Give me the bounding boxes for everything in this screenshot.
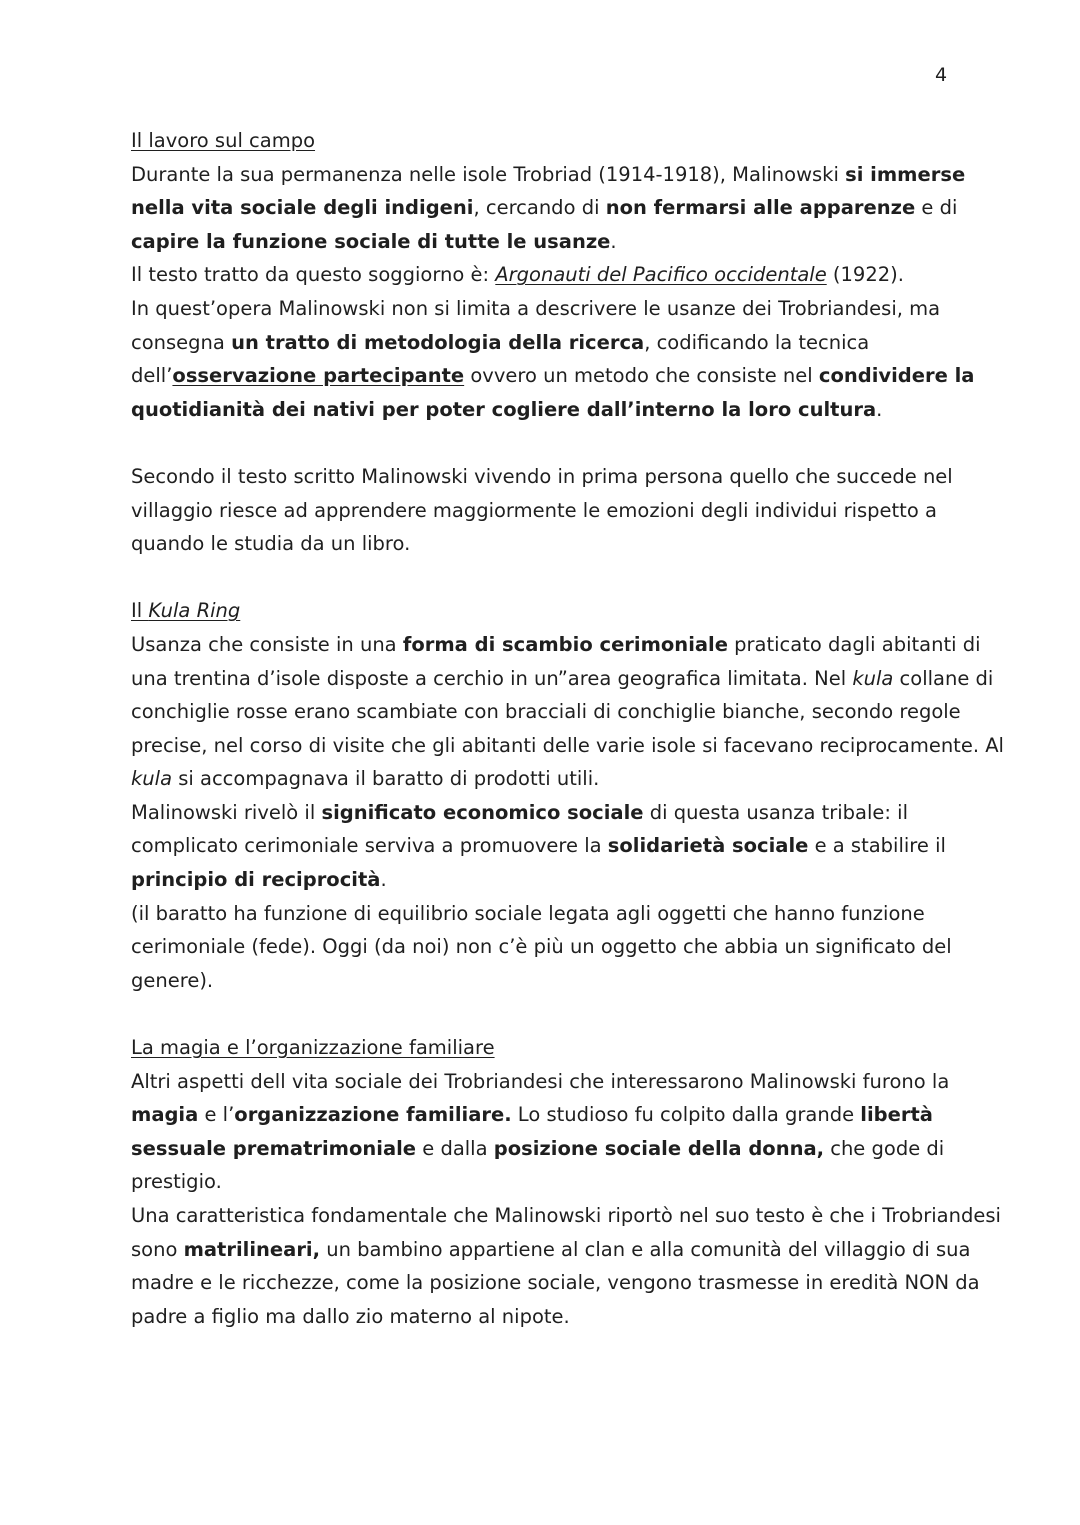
page-number: 4 [935,64,948,86]
paragraph-gap [131,997,1011,1031]
book-title: Argonauti del Pacifico occidentale [495,263,827,287]
section-heading-magic-family: La magia e l’organizzazione familiare [131,1036,495,1060]
paragraph: Una caratteristica fondamentale che Malinowski riportò nel suo testo è che i Trobriandesi sono matrilineari, un bambino appartiene al clan e alla comunità del villaggio di sua madre e le ricchezze, come la posizione sociale, vengono trasmesse in eredità NON da padre a figlio ma dallo zio materno al nipote. [131,1204,1001,1328]
paragraph-gap [131,426,1011,460]
paragraph: Altri aspetti dell vita sociale dei Trobriandesi che interessarono Malinowski furono la magia e l’organizzazione familiare. Lo studioso fu colpito dalla grande libertà sessuale prematrimoniale e dalla posizione sociale della donna, che gode di prestigio. [131,1069,950,1194]
paragraph: Durante la sua permanenza nelle isole Trobriad (1914-1918), Malinowski si immerse nella vita sociale degli indigeni, cercando di non fermarsi alle apparenze e di capire la funzione sociale di tutte le usanze. [131,162,966,253]
paragraph: Malinowski rivelò il significato economico sociale di questa usanza tribale: il complicato cerimoniale serviva a promuovere la solidarietà sociale e a stabilire il principio di reciprocità. [131,800,946,892]
paragraph: (il baratto ha funzione di equilibrio sociale legata agli oggetti che hanno funzione cerimoniale (fede). Oggi (da noi) non c’è più un oggetto che abbia un significato del genere). [131,901,952,992]
paragraph: Secondo il testo scritto Malinowski vivendo in prima persona quello che succede nel villaggio riesce ad apprendere maggiormente le emozioni degli individui rispetto a quando le studia da un libro. [131,464,953,556]
section-heading-fieldwork: Il lavoro sul campo [131,129,316,152]
paragraph: Il testo tratto da questo soggiorno è: Argonauti del Pacifico occidentale (1922). [131,263,904,287]
paragraph: Usanza che consiste in una forma di scambio cerimoniale praticato dagli abitanti di una trentina d’isole disposte a cerchio in un”area geografica limitata. Nel kula collane di conchiglie rosse erano scambiate con bracciali di conchiglie bianche, secondo regole precise, nel corso di visite che gli abitanti delle varie isole si facevano reciprocamente. Al kula si accompagnava il baratto di prodotti utili. [131,632,1004,791]
paragraph: In quest’opera Malinowski non si limita a descrivere le usanze dei Trobriandesi, ma consegna un tratto di metodologia della ricerca, codificando la tecnica dell’osservazione partecipante ovvero un metodo che consiste nel condividere la quotidianità dei nativi per poter cogliere dall’interno la loro cultura. [131,296,975,421]
document-body [131,124,1011,1333]
section-heading-kula-ring: Il Kula Ring [131,599,241,623]
paragraph-gap [131,561,1011,595]
